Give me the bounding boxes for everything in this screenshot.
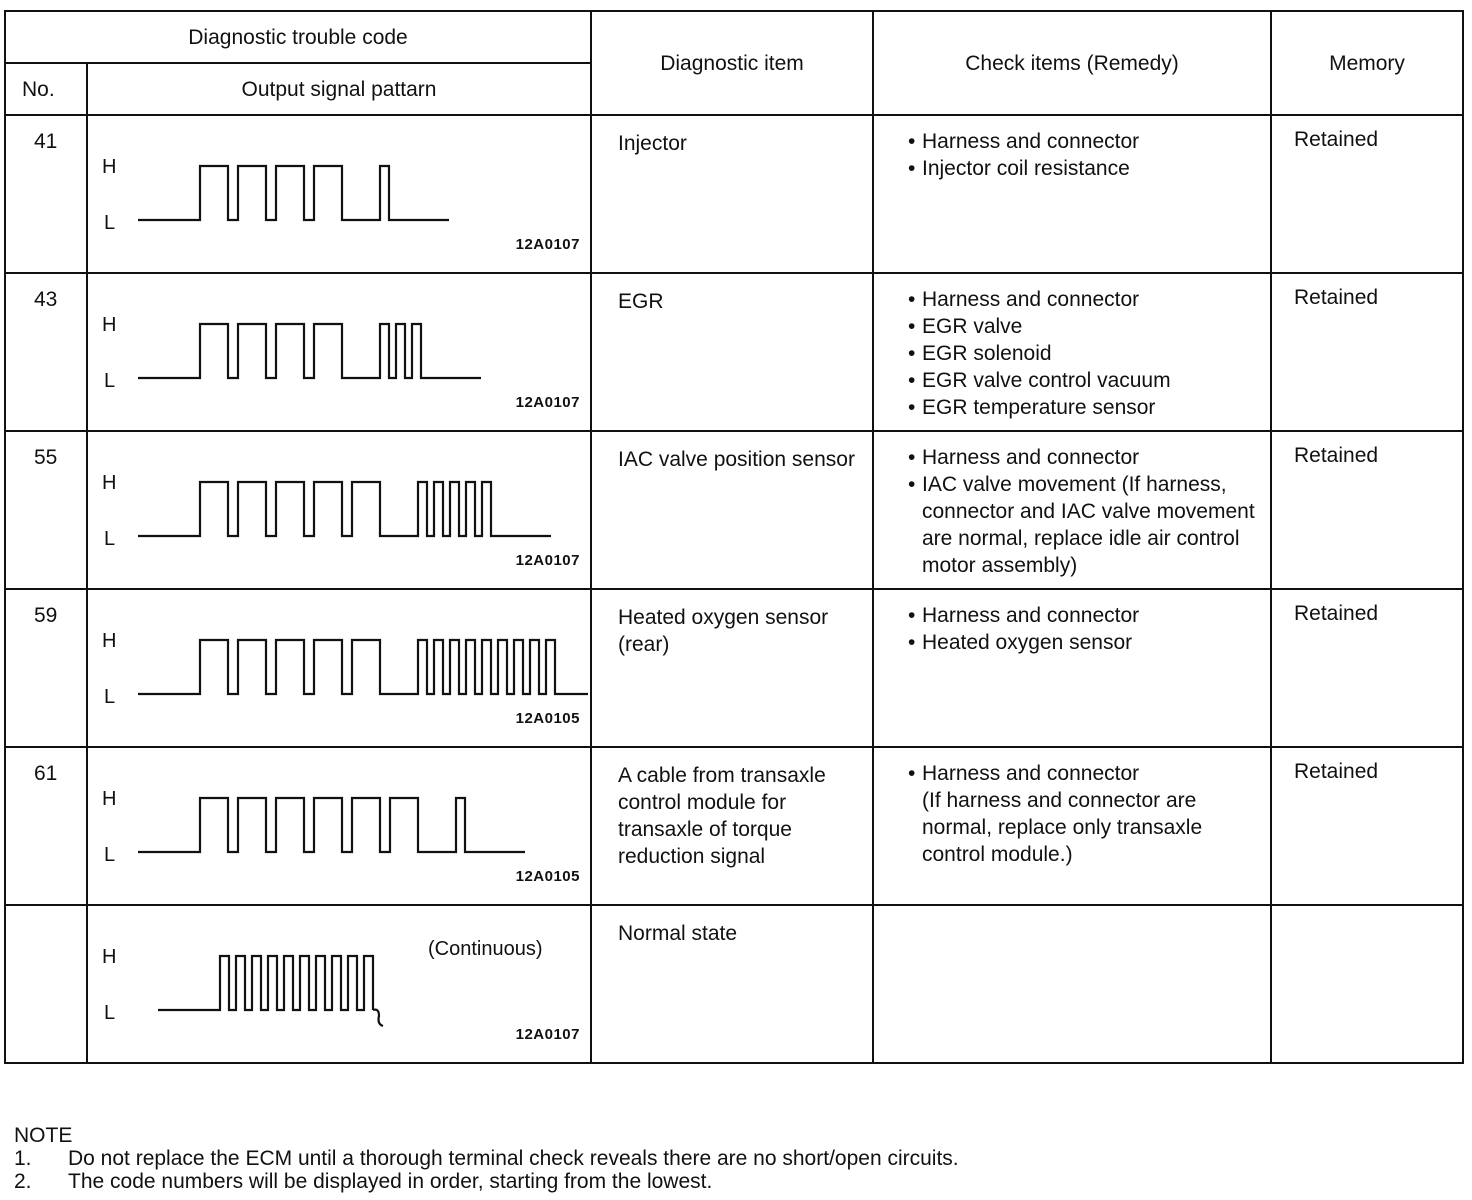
figure-code: 12A0107	[515, 394, 580, 411]
diagnostic-item: Normal state	[591, 905, 873, 1063]
check-item: • Harness and connector	[908, 760, 1260, 787]
code-number: 61	[5, 747, 87, 905]
memory-status: Retained	[1271, 589, 1463, 747]
figure-code: 12A0107	[515, 552, 580, 569]
header-memory: Memory	[1271, 11, 1463, 115]
check-list	[908, 128, 1260, 182]
note-block	[14, 1124, 959, 1193]
level-low-label: L	[104, 1002, 116, 1024]
note-title: NOTE	[14, 1124, 73, 1147]
signal-pattern-cell	[87, 431, 591, 589]
table-row	[5, 115, 1463, 273]
check-item: • EGR solenoid	[908, 340, 1260, 367]
header-check: Check items (Remedy)	[873, 11, 1271, 115]
check-list	[908, 444, 1260, 579]
level-high-label: H	[102, 314, 117, 336]
check-item: • EGR valve control vacuum	[908, 367, 1260, 394]
note-item	[14, 1147, 959, 1170]
check-item: • Heated oxygen sensor	[908, 629, 1260, 656]
level-high-label: H	[102, 630, 117, 652]
check-items-cell	[873, 747, 1271, 905]
check-item: • EGR temperature sensor	[908, 394, 1260, 421]
code-number: 55	[5, 431, 87, 589]
dtc-table	[4, 10, 1464, 1064]
code-number: 59	[5, 589, 87, 747]
diagnostic-item: Injector	[591, 115, 873, 273]
waveform-trace	[158, 956, 383, 1026]
note-text: Do not replace the ECM until a thorough terminal check reveals there are no short/open circuits.	[68, 1147, 959, 1170]
level-high-label: H	[102, 788, 117, 810]
level-high-label: H	[102, 946, 117, 968]
waveform-trace	[138, 482, 551, 536]
check-item: • Harness and connector	[908, 602, 1260, 629]
diagnostic-item: IAC valve position sensor	[591, 431, 873, 589]
check-list	[908, 760, 1260, 787]
signal-waveform	[88, 432, 588, 582]
note-text: The code numbers will be displayed in order, starting from the lowest.	[68, 1170, 713, 1193]
check-item: • Injector coil resistance	[908, 155, 1260, 182]
check-item: • EGR valve	[908, 313, 1260, 340]
figure-code: 12A0107	[515, 1026, 580, 1043]
level-low-label: L	[104, 370, 116, 392]
check-items-cell	[873, 115, 1271, 273]
continuous-label: (Continuous)	[428, 938, 543, 960]
check-list	[908, 602, 1260, 656]
level-low-label: L	[104, 844, 116, 866]
figure-code: 12A0107	[515, 236, 580, 253]
check-items-cell	[873, 273, 1271, 431]
note-number: 2.	[14, 1170, 32, 1193]
table-row	[5, 905, 1463, 1063]
diagnostic-item: EGR	[591, 273, 873, 431]
signal-pattern-cell	[87, 273, 591, 431]
check-note: (If harness and connector are normal, replace only transaxle control module.)	[922, 789, 1203, 866]
signal-pattern-cell	[87, 115, 591, 273]
level-high-label: H	[102, 156, 117, 178]
signal-waveform	[88, 274, 588, 424]
table-row	[5, 747, 1463, 905]
table-row	[5, 273, 1463, 431]
signal-pattern-cell	[87, 589, 591, 747]
header-no: No.	[5, 63, 87, 115]
figure-code: 12A0105	[515, 868, 580, 885]
waveform-trace	[138, 324, 481, 378]
signal-waveform	[88, 116, 588, 266]
table-row	[5, 589, 1463, 747]
check-items-cell	[873, 431, 1271, 589]
note-number: 1.	[14, 1147, 32, 1170]
diagnostic-item: A cable from transaxle control module for transaxle of torque reduction signal	[591, 747, 873, 905]
check-list	[908, 286, 1260, 421]
table-body	[5, 115, 1463, 1063]
level-low-label: L	[104, 528, 116, 550]
level-low-label: L	[104, 212, 116, 234]
table-row	[5, 431, 1463, 589]
memory-status: Retained	[1271, 431, 1463, 589]
waveform-trace	[138, 166, 449, 220]
memory-status: Retained	[1271, 115, 1463, 273]
signal-waveform	[88, 590, 588, 740]
check-item: • Harness and connector	[908, 286, 1260, 313]
memory-status: Retained	[1271, 747, 1463, 905]
signal-pattern-cell	[87, 905, 591, 1063]
memory-status: Retained	[1271, 273, 1463, 431]
check-items-cell	[873, 589, 1271, 747]
check-items-cell	[873, 905, 1271, 1063]
signal-waveform	[88, 748, 588, 898]
waveform-trace	[138, 640, 588, 694]
level-high-label: H	[102, 472, 117, 494]
header-item: Diagnostic item	[591, 11, 873, 115]
figure-code: 12A0105	[515, 710, 580, 727]
code-number: 41	[5, 115, 87, 273]
memory-status	[1271, 905, 1463, 1063]
header-signal: Output signal pattarn	[87, 63, 591, 115]
check-item: • IAC valve movement (If harness, connector and IAC valve movement are normal, replace idle air control motor assembly)	[908, 471, 1260, 579]
code-number	[5, 905, 87, 1063]
code-number: 43	[5, 273, 87, 431]
signal-pattern-cell	[87, 747, 591, 905]
waveform-trace	[138, 798, 525, 852]
level-low-label: L	[104, 686, 116, 708]
header-dtc: Diagnostic trouble code	[5, 11, 591, 63]
note-item	[14, 1170, 959, 1193]
diagnostic-item: Heated oxygen sensor (rear)	[591, 589, 873, 747]
signal-waveform	[88, 906, 588, 1056]
check-item: • Harness and connector	[908, 128, 1260, 155]
check-item: • Harness and connector	[908, 444, 1260, 471]
